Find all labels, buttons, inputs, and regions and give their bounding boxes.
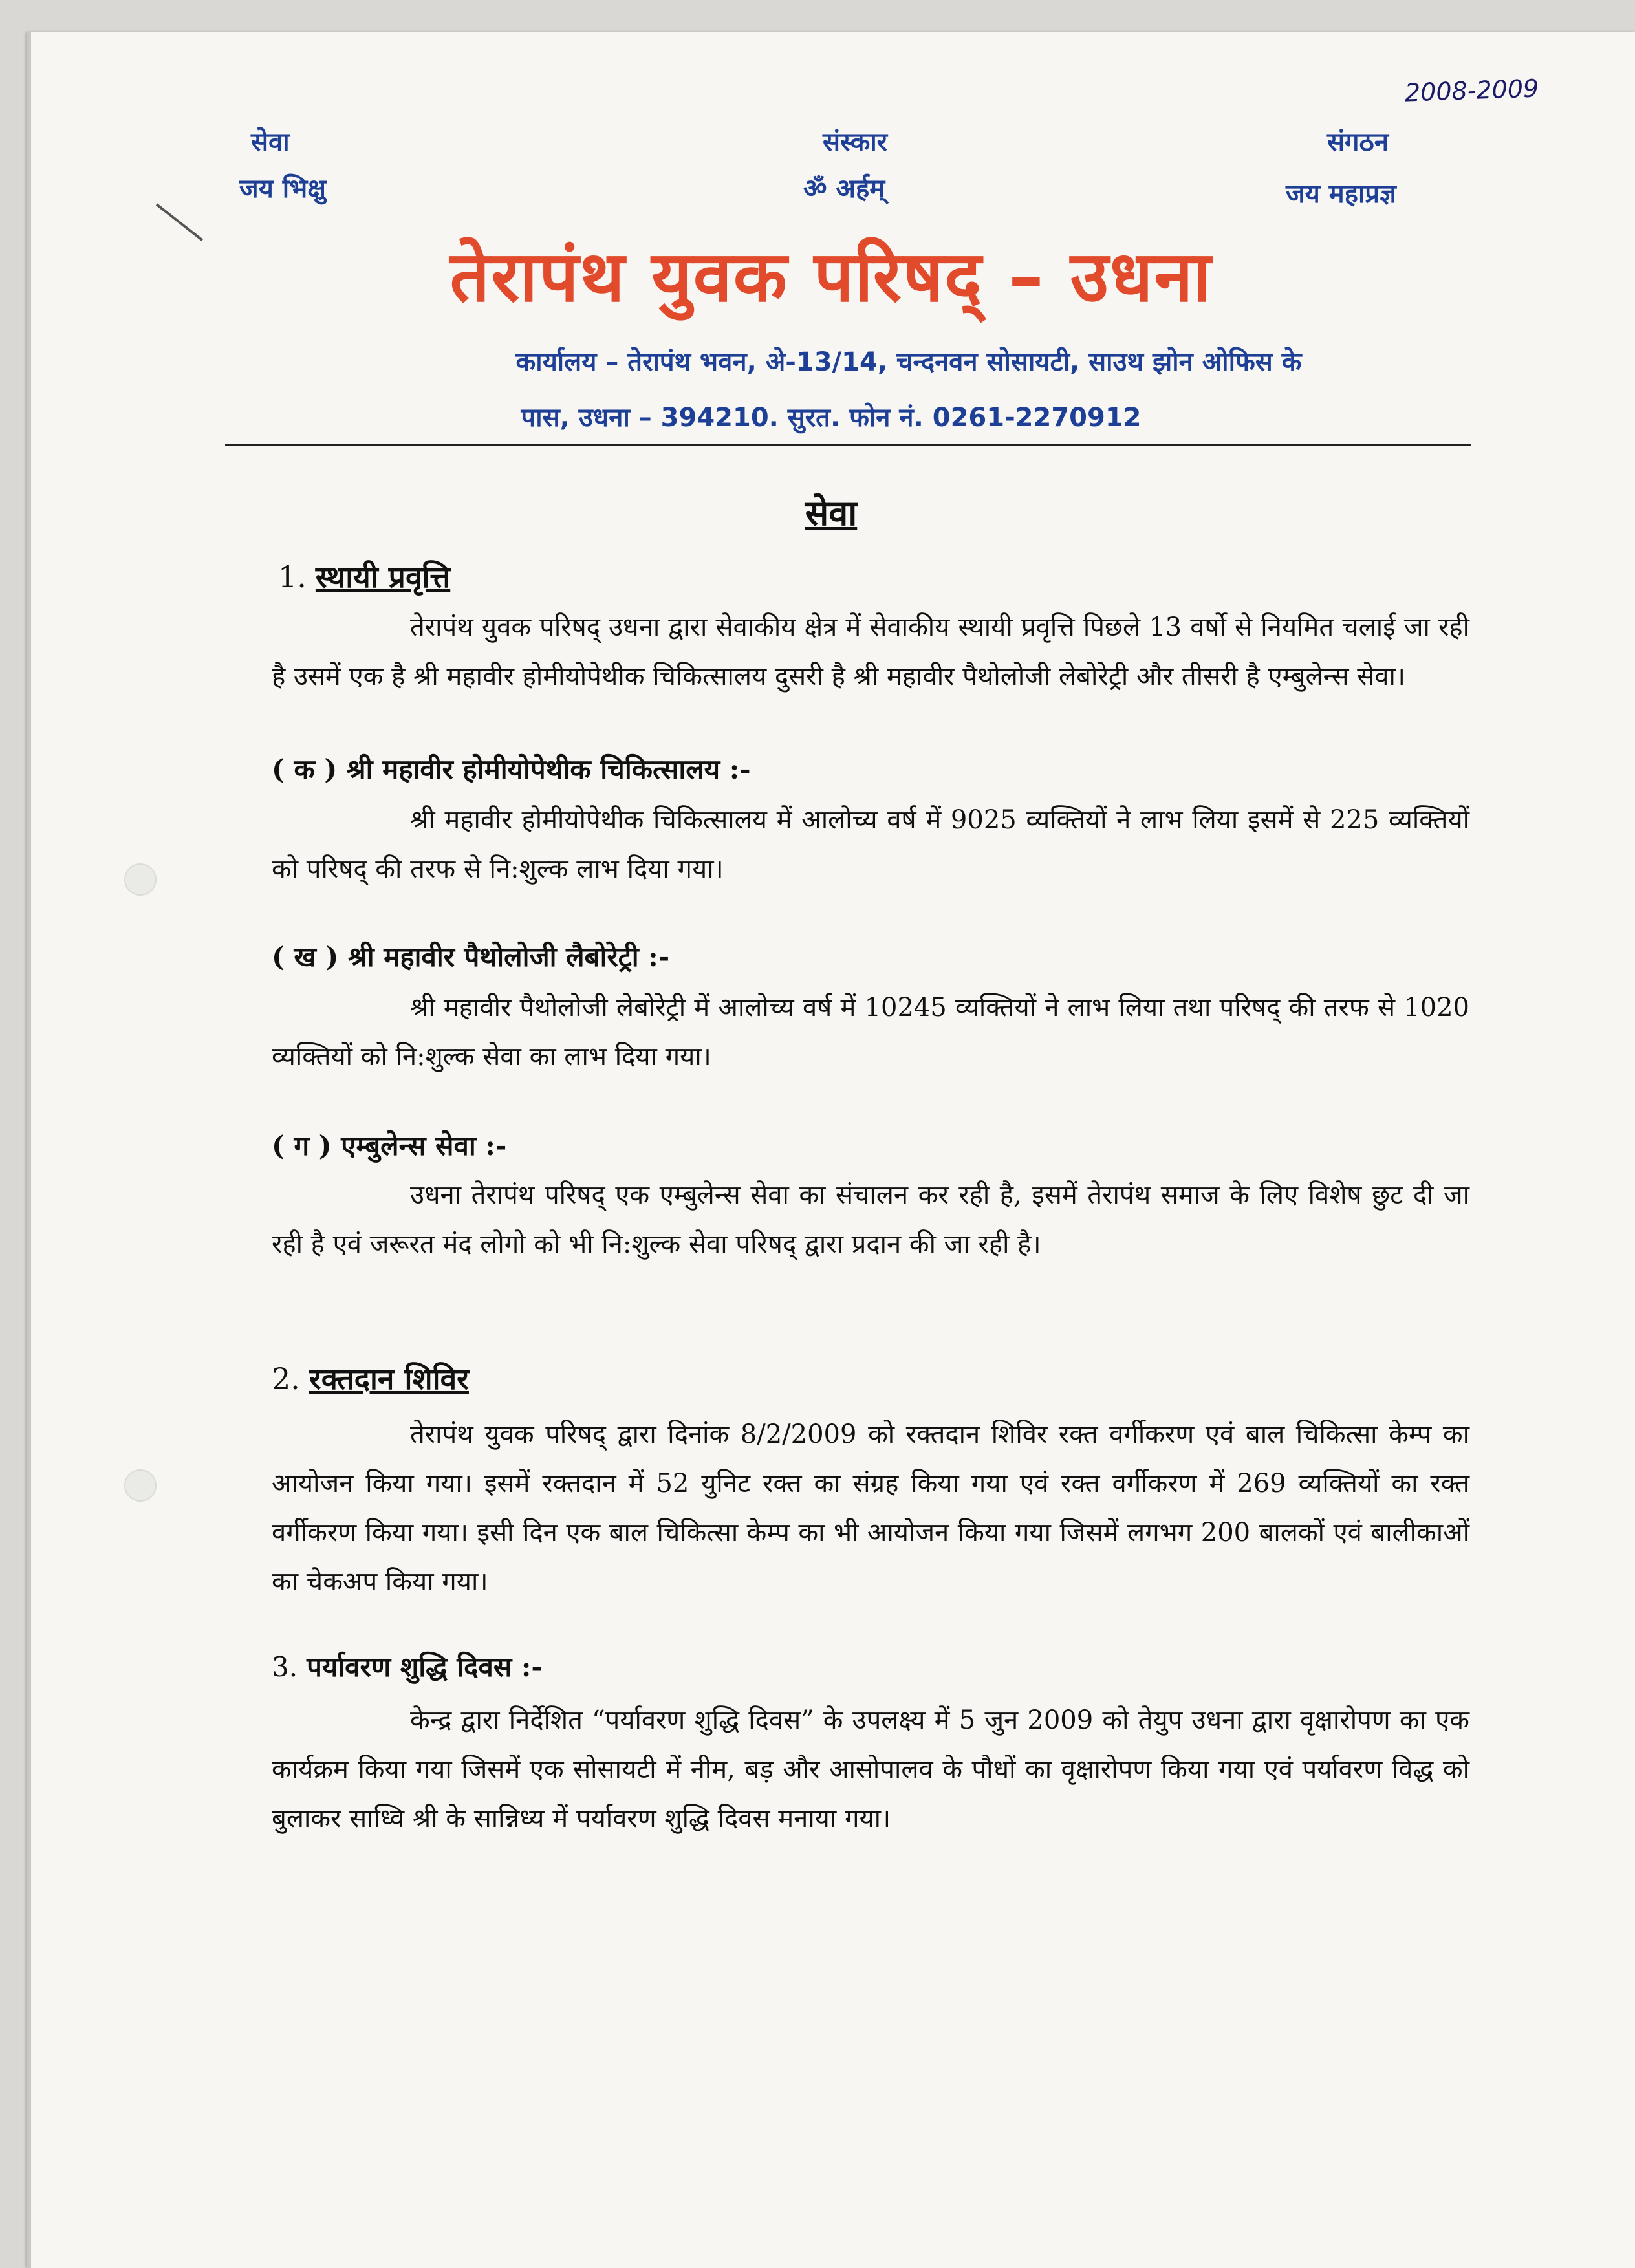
subheading-homeopathy: ( क ) श्री महावीर होमीयोपेथीक चिकित्सालय :- <box>272 753 751 785</box>
section-title: सेवा <box>805 492 858 534</box>
heading-text: रक्तदान शिविर <box>309 1361 469 1396</box>
motto-jay-bhikshu: जय भिक्षु <box>239 174 326 204</box>
heading-number: 1. <box>278 559 307 594</box>
heading-3 <box>272 1648 543 1685</box>
paragraph-blood-donation: तेरापंथ युवक परिषद् द्वारा दिनांक 8/2/2009 को रक्तदान शिविर रक्त वर्गीकरण एवं बाल चिकित्सा केम्प का आयोजन किया गया। इसमें रक्तदान में 52 युनिट रक्त का संग्रह किया गया एवं रक्त वर्गीकरण में 269 व्यक्तियों का रक्त वर्गीकरण किया गया। इसी दिन एक बाल चिकित्सा केम्प का भी आयोजन किया गया जिसमें लगभग 200 बालकों एवं बालीकाओं का चेकअप किया गया। <box>272 1420 1469 1597</box>
motto-sanskar: संस्कार <box>823 127 888 157</box>
paragraph-ambulance: उधना तेरापंथ परिषद् एक एम्बुलेन्स सेवा का संचालन कर रही है, इसमें तेरापंथ समाज के लिए विशेष छुट दी जा रही है एवं जरूरत मंद लोगो को भी नि:शुल्क सेवा परिषद् द्वारा प्रदान की जा रही है। <box>272 1180 1469 1259</box>
heading-2 <box>272 1358 469 1398</box>
heading-text: पर्यावरण शुद्धि दिवस :- <box>307 1651 543 1683</box>
paragraph-environment-day: केन्द्र द्वारा निर्देशित “पर्यावरण शुद्धि दिवस” के उपलक्ष्य में 5 जुन 2009 को तेयुप उधना द्वारा वृक्षारोपण का एक कार्यक्रम किया गया जिसमें एक सोसायटी में नीम, बड़ और आसोपालव के पौधों का वृक्षारोपण किया गया एवं पर्यावरण विद्ध को बुलाकर साध्वि श्री के सान्निध्य में पर्यावरण शुद्धि दिवस मनाया गया। <box>272 1705 1469 1833</box>
punch-hole <box>124 1469 157 1502</box>
motto-jay-mahapragya: जय महाप्रज्ञ <box>1286 179 1396 209</box>
address-line-1: कार्यालय – तेरापंथ भवन, अे-13/14, चन्दनवन सोसायटी, साउथ झोन ओफिस के <box>515 347 1302 377</box>
punch-hole <box>124 863 157 896</box>
document-page <box>27 32 1635 2268</box>
paragraph-pathology: श्री महावीर पैथोलोजी लेबोरेट्री में आलोच्य वर्ष में 10245 व्यक्तियों ने लाभ लिया तथा परिषद् की तरफ से 1020 व्यक्तियों को नि:शुल्क सेवा का लाभ दिया गया। <box>272 993 1469 1072</box>
motto-om-arham: ॐ अर्हम् <box>803 174 885 204</box>
subheading-pathology: ( ख ) श्री महावीर पैथोलोजी लैबोरेट्री :- <box>272 941 670 973</box>
heading-1 <box>278 556 450 596</box>
subheading-ambulance: ( ग ) एम्बुलेन्स सेवा :- <box>272 1130 507 1161</box>
paragraph-permanent-activity: तेरापंथ युवक परिषद् उधना द्वारा सेवाकीय क्षेत्र में सेवाकीय स्थायी प्रवृत्ति पिछले 13 वर्षो से नियमित चलाई जा रही है उसमें एक है श्री महावीर होमीयोपेथीक चिकित्सालय दुसरी है श्री महावीर पैथोलोजी लेबोरेट्री और तीसरी है एम्बुलेन्स सेवा। <box>272 612 1469 691</box>
handwritten-date: 2008-2009 <box>1404 74 1539 107</box>
heading-number: 2. <box>272 1361 300 1396</box>
paragraph-homeopathy: श्री महावीर होमीयोपेथीक चिकित्सालय में आलोच्य वर्ष में 9025 व्यक्तियों ने लाभ लिया इसमें से 225 व्यक्तियों को परिषद् की तरफ से नि:शुल्क लाभ दिया गया। <box>272 805 1469 884</box>
address-line-2: पास, उधना – 394210. सुरत. फोन नं. 0261-2270912 <box>521 403 1142 433</box>
organization-title: तेरापंथ युवक परिषद् – उधना <box>449 237 1213 318</box>
motto-seva: सेवा <box>251 127 290 157</box>
motto-sangathan: संगठन <box>1327 127 1389 157</box>
heading-text: स्थायी प्रवृत्ति <box>315 559 451 594</box>
header-divider <box>225 444 1471 446</box>
heading-number: 3. <box>272 1651 298 1683</box>
